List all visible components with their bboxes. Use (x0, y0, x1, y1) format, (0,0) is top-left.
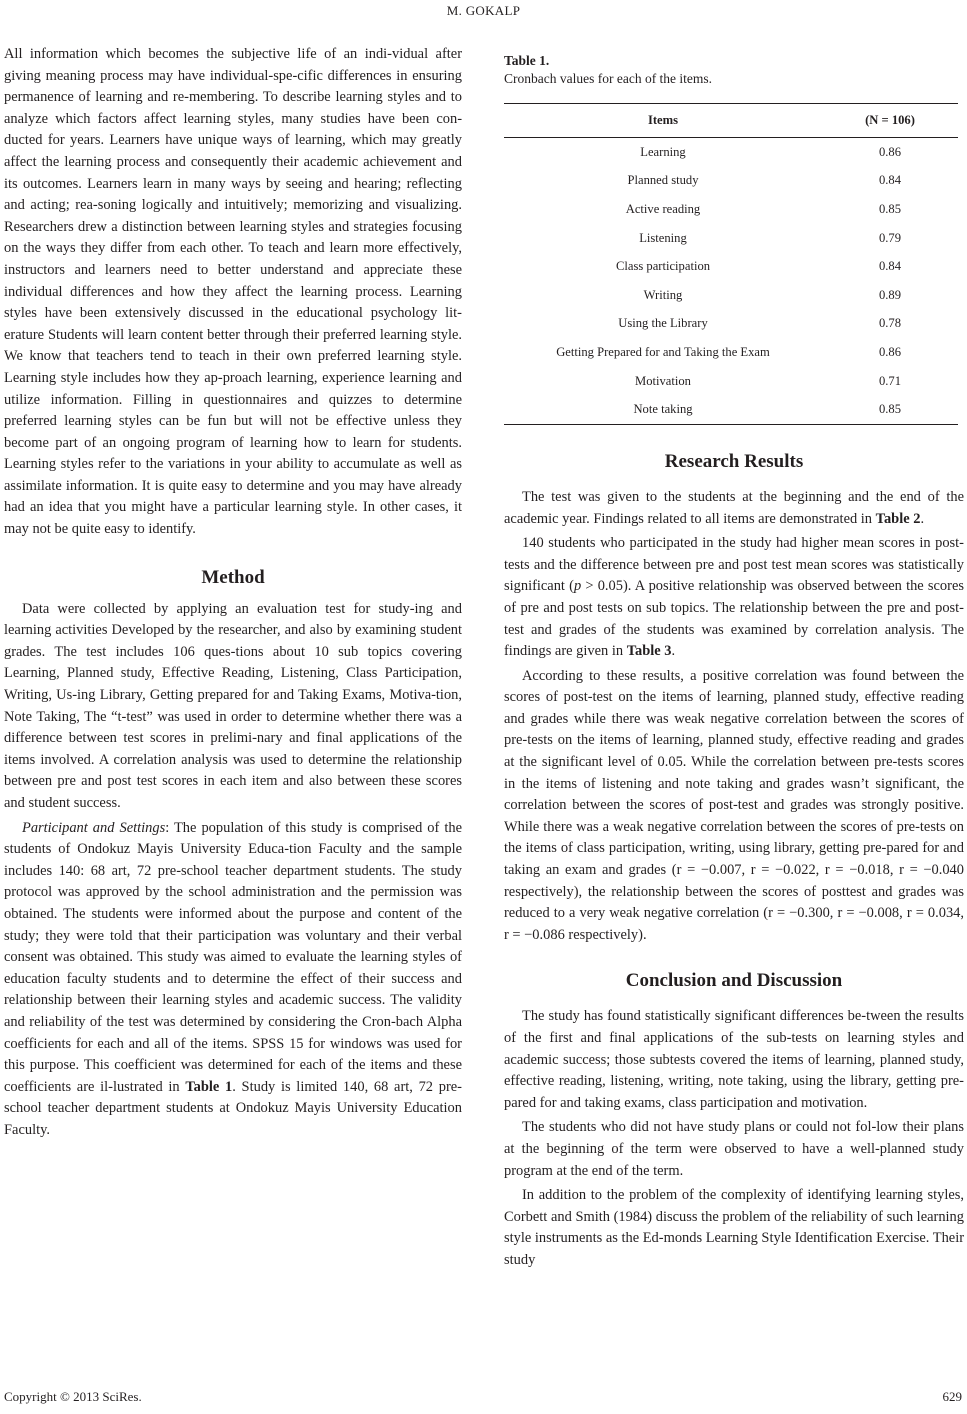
results-paragraph-3: According to these results, a positive correlation was found between the scores of post-test on the items of learning, planned study, effective reading and grades while there was weak negative correlation between the scores of pre-tests on the items of learning, planned study, effective reading and grades at the significant level of 0.05. While the correlation between pre-tests scores in the items of listening and note taking and grades wasn’t significant, the correlation between the scores of post-test and grades was strongly positive. While there was a weak negative correlation between the scores of pre-tests on the items of class participation, writing, using library, getting pre-pared for and taking an exam and grades (r = −0.007, r = −0.022, r = −0.018, r = −0.040 respectively), the relationship between the scores of posttest and grades was reduced to a very weak negative correlation (r = −0.300, r = −0.008, r = 0.034, r = −0.086 respectively). (504, 667, 964, 943)
table-cell-value: 0.79 (878, 230, 902, 245)
table-cell-item: Using the Library (618, 316, 708, 331)
left-column (4, 44, 462, 1142)
participants-paragraph (4, 818, 462, 1142)
table-cell-value: 0.84 (878, 259, 902, 274)
results-p2-text-a: 140 students who participated in the study had higher mean scores in post-tests and the difference between pre and post test mean scores was statistically significant ( (504, 535, 964, 595)
method-heading: Method (201, 566, 265, 588)
table-row (504, 252, 958, 281)
cronbach-table (504, 103, 958, 425)
right-column (504, 44, 964, 1272)
table-1-title: Table 1. (504, 53, 550, 68)
table-1-caption: Cronbach values for each of the items. (504, 71, 713, 86)
method-paragraph: Data were collected by applying an evaluation test for study-ing and learning activities Developed by the researcher, and also by examining student grades. The test includes 106 ques-tions about 10 sub topics covering Learning, Planned study, Effective Reading, Listening, Class Participation, Writing, Us-ing Library, Getting prepared for and Taking Exams, Motiva-tion, Note Taking, The “t-test” was used in order to determine whether there was a difference between test scores in prelimi-nary and final applications of the items involved. A correlation analysis was used to determine the relationship between pre and post test scores in each item and also between these scores and student success. (4, 600, 462, 811)
table-row (504, 338, 958, 367)
participants-text-end: . Study is limited 140, 68 art, 72 pre-school teacher department students at Ondokuz Mayis University Education Faculty. (4, 1078, 462, 1138)
conclusion-paragraph-3: In addition to the problem of the complexity of identifying learning styles, Corbett and Smith (1984) discuss the problem of the reliability of such learning style instruments as the Ed-monds Learning Style Identification Exercise. Their study (504, 1187, 965, 1268)
table-cell-value: 0.86 (878, 144, 902, 159)
table-header-items: Items (504, 104, 822, 138)
participants-text: : The population of this study is comprised of the students of Ondokuz Mayis University Educa-tion Faculty and the sample includes 140: 68 art, 72 pre-school teacher department students. The study protocol was approved by the school administration and the permission was obtained. The students were informed about the purpose and content of the study; they were told that their participation was voluntary and their verbal consent was obtained. This study was aimed to evaluate the learning styles of education faculty students and to determine the effect of their success and relationship between their learning styles and academic success. The validity and reliability of the test was determined by considering the Cron-bach Alpha coefficients for each and all of the items. SPSS 15 for windows was used for this purpose. This coefficient was determined for each of the items and these coefficients are il-lustrated in (4, 819, 463, 1095)
table-cell-item: Class participation (615, 259, 711, 274)
results-p2-end: . (671, 643, 676, 660)
table-cell-value: 0.85 (878, 201, 902, 216)
table-row (504, 395, 958, 424)
table-cell-item: Active reading (625, 201, 701, 216)
table-row (504, 138, 958, 167)
page-number: 629 (942, 1389, 962, 1404)
p-symbol: p (573, 578, 582, 595)
table-cell-value: 0.85 (822, 395, 958, 424)
table-cell-item: Note taking (504, 395, 822, 424)
intro-part-2: Students will learn content better through their preferred learning style. We know that teachers tend to teach in their own preferred learning style. Learning style includes how they ap-proach learning, experience learning and utilize information. Filling in questionnaires and quizzes to determine preferred learning styles can be fun but will not be effective unless they become part of an ongoing program of learning how to learn for students. (4, 326, 462, 451)
table-1-reference: Table 1 (185, 1078, 233, 1095)
table-cell-value: 0.84 (878, 173, 902, 188)
table-header-n: (N = 106) (822, 104, 958, 138)
table-cell-value: 0.78 (878, 316, 902, 331)
table-cell-item: Learning (640, 144, 686, 159)
results-paragraph-2 (504, 533, 964, 663)
results-paragraph-1 (504, 487, 964, 530)
table-row (504, 224, 958, 253)
table-cell-value: 0.71 (878, 373, 902, 388)
participants-label: Participant and Settings (22, 819, 166, 836)
table-cell-item: Planned study (627, 173, 699, 188)
table-3-reference: Table 3 (626, 643, 672, 660)
results-p1-end: . (920, 510, 925, 527)
table-cell-item: Getting Prepared for and Taking the Exam (556, 344, 770, 359)
intro-part-1: All information which becomes the subjective life of an indi-vidual after giving meaning process may have individual-spe-cific differences in ensuring permanence of learning and re-membering. To describe learning styles and to analyze which factors affect learning styles, many studies have been con-ducted for years. Learners have unique ways of learning, which may greatly affect the learning process and consequently their academic achievement and its outcomes. Learners learn in many ways by seeing and hearing; reflecting and acting; rea-soning logically and intuitively; memorizing and visualizing. Researchers drew a distinction between learning styles and strategies focusing on the ways they differ from each other. To teach and learn more effectively, instructors and learners need to better understand and appreciate these individual differences and how they affect the learning process. Learning styles have been extensively discussed in the educational psychology lit-erature (4, 46, 462, 343)
conclusion-heading: Conclusion and Discussion (625, 970, 843, 992)
table-cell-item: Writing (643, 287, 683, 302)
intro-part-3: Learning styles refer to the variations in your ability to accumulate as well as assimilate information. It is quite easy to determine and you may have already had an idea that you might have a particular learning style. In other cases, it may not be quite easy to identify. (4, 456, 462, 538)
table-cell-value: 0.86 (878, 344, 902, 359)
copyright-footer: Copyright © 2013 SciRes. (4, 1389, 142, 1404)
intro-paragraph (4, 44, 462, 541)
table-cell-value: 0.89 (878, 287, 902, 302)
results-p2-text-b: > 0.05). A positive relationship was observed between the scores of pre and post tests on sub topics. The relationship between the pre and post-test and grades of the students was examined by correlation analysis. The findings are given in (504, 578, 964, 660)
table-cell-item: Listening (639, 230, 687, 245)
table-cell-item: Motivation (635, 373, 691, 388)
conclusion-paragraph-2: The students who did not have study plans or could not fol-low their plans at the beginning of the term were observed to have a well-planned study program at the end of the term. (504, 1119, 964, 1179)
table-row (504, 167, 958, 196)
table-row (504, 367, 958, 396)
table-row (504, 195, 958, 224)
running-head: M. GOKALP (446, 3, 521, 18)
results-p1-text: The test was given to the students at the beginning and the end of the academic year. Findings related to all items are demonstrated in (504, 488, 964, 527)
table-row (504, 310, 958, 339)
table-2-reference: Table 2 (875, 510, 921, 527)
table-header-row (504, 104, 958, 138)
table-row (504, 281, 958, 310)
results-heading: Research Results (664, 450, 804, 472)
conclusion-paragraph-1: The study has found statistically significant differences be-tween the results of the first and final applications of the sub-tests on learning styles and academic success; those subtests covered the items of learning, planned study, effective reading, listening, writing, note taking, using the library, getting pre-pared for and taking exams, class participation and motivation. (504, 1008, 964, 1111)
